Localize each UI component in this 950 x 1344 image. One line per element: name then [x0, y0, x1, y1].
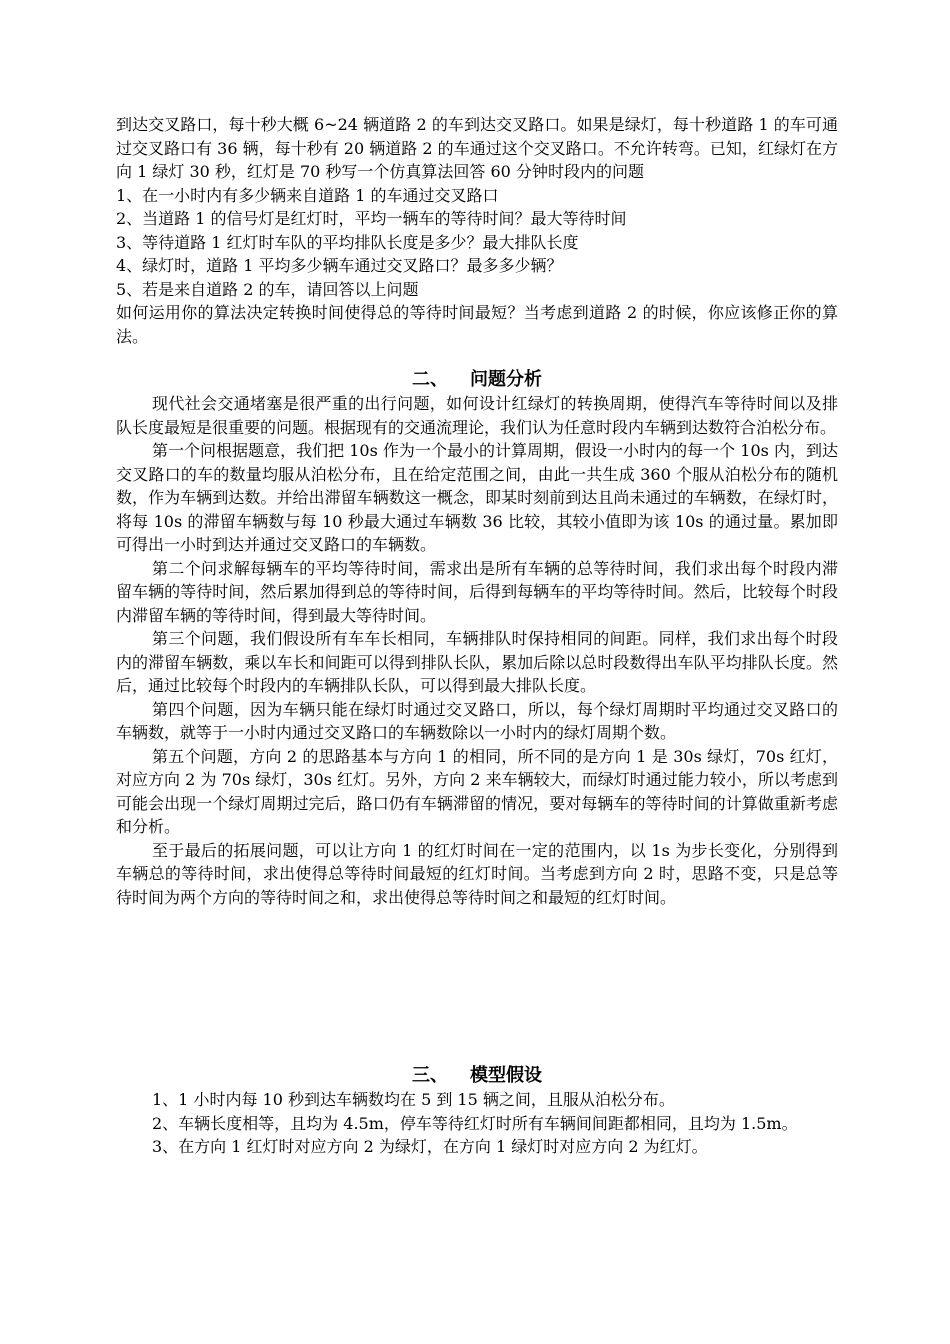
section-number: 二、: [412, 369, 448, 390]
analysis-paragraph: 第四个问题，因为车辆只能在绿灯时通过交叉路口，所以，每个绿灯周期时平均通过交叉路口的车辆数，就等于一小时内通过交叉路口的车辆数除以一小时内的绿灯周期个数。: [116, 699, 838, 742]
section-heading-model-assumptions: [116, 1064, 838, 1088]
assumption-item: 3、在方向 1 红灯时对应方向 2 为绿灯，在方向 1 绿灯时对应方向 2 为红灯。: [152, 1137, 708, 1156]
analysis-paragraph: 第三个问题，我们假设所有车车长相同，车辆排队时保持相同的间距。同样，我们求出每个时段内的滞留车辆数，乘以车长和间距可以得到排队长队，累加后除以总时段数得出车队平均排队长度。然后，通过比较每个时段内的车辆排队长队，可以得到最大排队长度。: [116, 629, 838, 695]
analysis-paragraph: 第二个问求解每辆车的平均等待时间，需求出是所有车辆的总等待时间，我们求出每个时段内滞留车辆的等待时间，然后累加得到总的等待时间，后得到每辆车的平均等待时间。然后，比较每个时段内滞留车辆的等待时间，得到最大等待时间。: [116, 558, 838, 625]
analysis-paragraph: 第一个问根据题意，我们把 10s 作为一个最小的计算周期，假设一小时内的每一个 10s 内，到达交叉路口的车的数量均服从泊松分布，且在给定范围之间，由此一共生成 360 个服从泊松分布的随机数，作为车辆到达数。并给出滞留车辆数这一概念，即某时刻前到达且尚未通过的车辆数，在绿灯时，将每 10s 的滞留车辆数与每 10 秒最大通过车辆数 36 比较，其较小值即为该 10s 的通过量。累加即可得出一小时到达并通过交叉路口的车辆数。: [116, 441, 838, 554]
section-heading-problem-analysis: [116, 368, 838, 392]
section-number: 三、: [412, 1065, 448, 1086]
analysis-paragraph: 至于最后的拓展问题，可以让方向 1 的红灯时间在一定的范围内，以 1s 为步长变化，分别得到车辆总的等待时间，求出使得总等待时间最短的红灯时间。当考虑到方向 2 时，思路不变，只是总等待时间为两个方向的等待时间之和，求出使得总等待时间之和最短的红灯时间。: [116, 840, 838, 907]
section-title: 模型假设: [470, 1065, 542, 1086]
question-4: 4、绿灯时，道路 1 平均多少辆车通过交叉路口？最多多少辆？: [116, 256, 563, 275]
question-2: 2、当道路 1 的信号灯是红灯时，平均一辆车的等待时间？最大等待时间: [116, 209, 627, 228]
analysis-paragraph: 第五个问题，方向 2 的思路基本与方向 1 的相同，所不同的是方向 1 是 30s 绿灯，70s 红灯，对应方向 2 为 70s 绿灯，30s 红灯。另外，方向 2 来车辆较大，而绿灯时通过能力较小，所以考虑到可能会出现一个绿灯周期过完后，路口仍有车辆滞留的情况，要对每辆车的等待时间的计算做重新考虑和分析。: [116, 746, 838, 836]
problem-statement: [116, 113, 838, 348]
assumption-item: 2、车辆长度相等，且均为 4.5m，停车等待红灯时所有车辆间间距都相同，且均为 1.5m。: [152, 1113, 798, 1133]
question-3: 3、等待道路 1 红灯时车队的平均排队长度是多少？最大排队长度: [116, 232, 579, 252]
section-title: 问题分析: [470, 369, 542, 390]
extension-question: 如何运用你的算法决定转换时间使得总的等待时间最短？当考虑到道路 2 的时候，你应该修正你的算法。: [116, 303, 838, 346]
assumption-item: 1、1 小时内每 10 秒到达车辆数均在 5 到 15 辆之间，且服从泊松分布。: [152, 1090, 675, 1109]
model-assumptions-body: [116, 1088, 838, 1159]
question-5: 5、若是来自道路 2 的车，请回答以上问题: [116, 279, 419, 299]
question-1: 1、在一小时内有多少辆来自道路 1 的车通过交叉路口: [116, 185, 499, 205]
analysis-paragraph: 现代社会交通堵塞是很严重的出行问题，如何设计红绿灯的转换周期，使得汽车等待时间以及排队长度最短是很重要的问题。根据现有的交通流理论，我们认为任意时段内车辆到达数符合泊松分布。: [116, 394, 838, 437]
problem-analysis-body: [116, 392, 838, 909]
problem-description: 到达交叉路口，每十秒大概 6~24 辆道路 2 的车到达交叉路口。如果是绿灯，每十秒道路 1 的车可通过交叉路口有 36 辆，每十秒有 20 辆道路 2 的车通过这个交叉路口。不允许转弯。已知，红绿灯在方向 1 绿灯 30 秒，红灯是 70 秒写一个仿真算法回答 60 分钟时段内的问题: [116, 115, 838, 181]
